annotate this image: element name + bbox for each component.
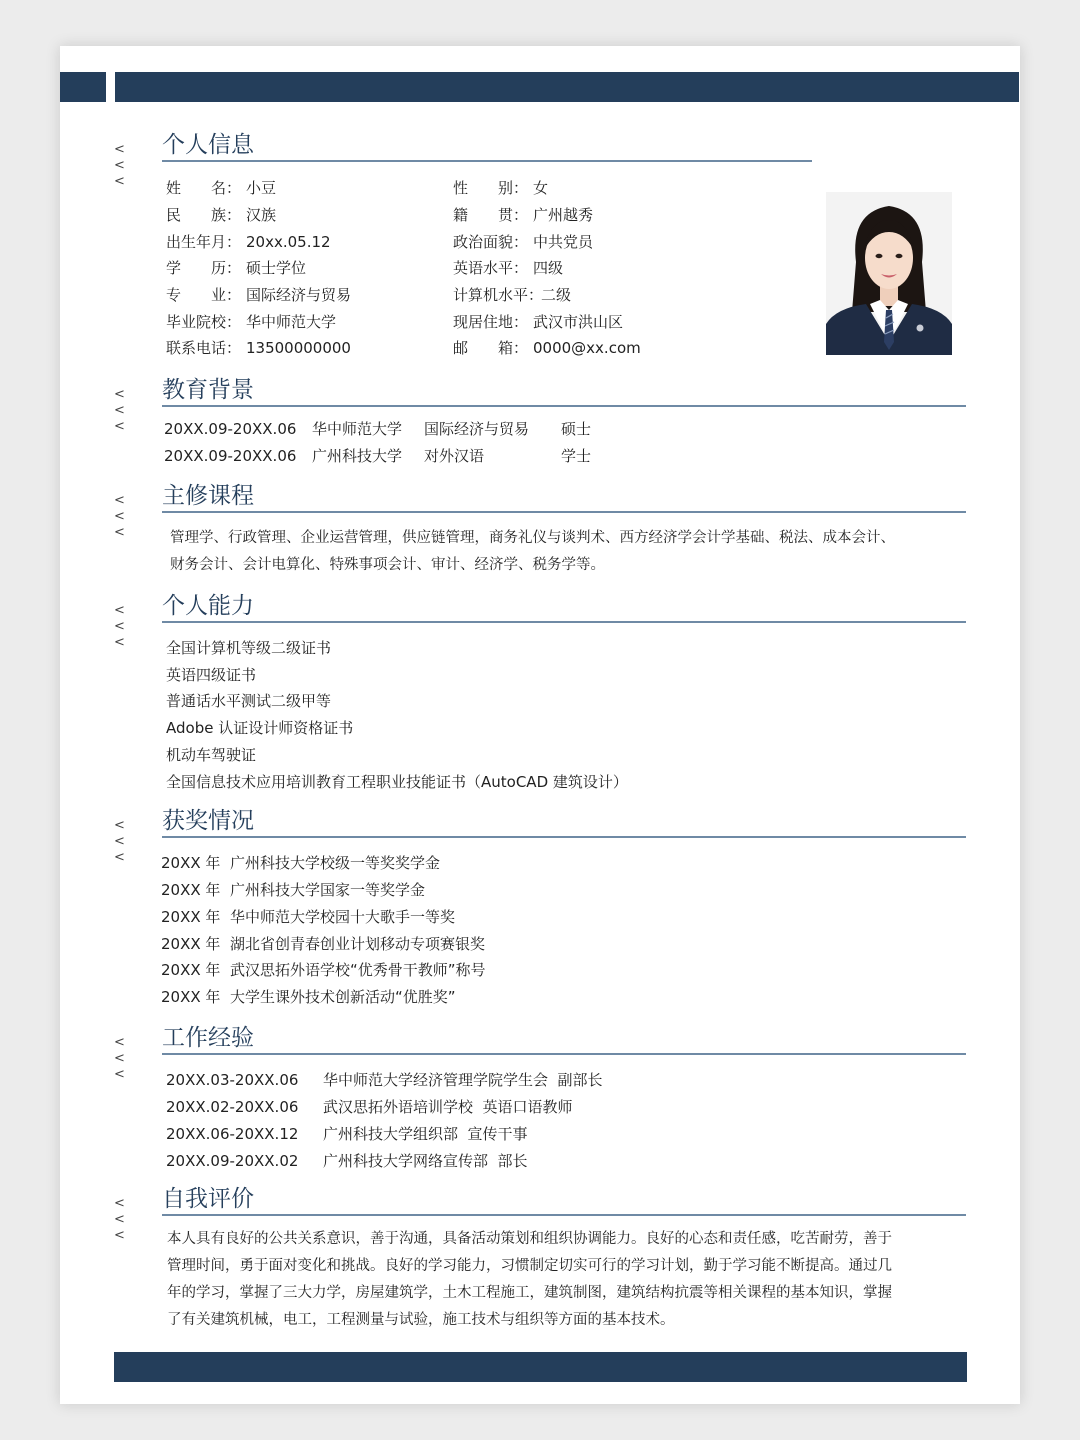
section-title: 个人能力: [162, 593, 254, 619]
section-title: 教育背景: [162, 377, 254, 403]
info-political: 政治面貌： 中共党员: [453, 233, 594, 251]
ability-item: 全国计算机等级二级证书: [166, 639, 332, 657]
section-rule: [162, 1214, 966, 1216]
section-rule: [162, 405, 966, 407]
info-english: 英语水平： 四级: [453, 259, 564, 277]
self-eval-line: 年的学习，掌握了三大力学，房屋建筑学，土木工程施工，建筑制图，建筑结构抗震等相关课程的基本知识，掌握: [167, 1285, 892, 1301]
avatar-portrait-icon: [826, 192, 952, 355]
award-item: 20XX 年 华中师范大学校园十大歌手一等奖: [161, 908, 455, 926]
ability-item: 普通话水平测试二级甲等: [166, 692, 332, 710]
resume-page: [60, 46, 1020, 1404]
header-bar: [115, 72, 1019, 102]
ability-item: Adobe 认证设计师资格证书: [166, 719, 354, 737]
courses-text-line: 财务会计、会计电算化、特殊事项会计、审计、经济学、税务学等。: [170, 557, 605, 573]
info-hometown: 籍 贯： 广州越秀: [453, 206, 594, 224]
chevron-icon: < < <: [114, 1035, 127, 1082]
education-row: 20XX.09-20XX.06 广州科技大学 对外汉语 学士: [164, 447, 592, 465]
profile-photo: [826, 192, 952, 355]
chevron-icon: < < <: [114, 142, 127, 189]
section-title: 自我评价: [162, 1186, 254, 1212]
chevron-icon: < < <: [114, 387, 127, 434]
info-phone: 联系电话： 13500000000: [166, 339, 351, 357]
self-eval-line: 管理时间，勇于面对变化和挑战。良好的学习能力，习惯制定切实可行的学习计划，勤于学习能不断提高。通过几: [167, 1258, 892, 1274]
courses-text-line: 管理学、行政管理、企业运营管理，供应链管理，商务礼仪与谈判术、西方经济学会计学基础、税法、成本会计、: [170, 530, 895, 546]
work-row: 20XX.03-20XX.06 华中师范大学经济管理学院学生会 副部长: [166, 1071, 603, 1089]
section-title: 个人信息: [162, 132, 254, 158]
info-school: 毕业院校： 华中师范大学: [166, 313, 337, 331]
info-gender: 性 别： 女: [453, 179, 549, 197]
section-title: 工作经验: [162, 1025, 254, 1051]
award-item: 20XX 年 大学生课外技术创新活动“优胜奖”: [161, 988, 456, 1006]
footer-bar: [114, 1352, 967, 1382]
ability-item: 英语四级证书: [166, 666, 257, 684]
chevron-icon: < < <: [114, 818, 127, 865]
section-rule: [162, 160, 812, 162]
section-rule: [162, 621, 966, 623]
info-residence: 现居住地： 武汉市洪山区: [453, 313, 624, 331]
info-birth: 出生年月： 20xx.05.12: [166, 233, 331, 251]
info-major: 专 业： 国际经济与贸易: [166, 286, 352, 304]
section-rule: [162, 511, 966, 513]
work-row: 20XX.06-20XX.12 广州科技大学组织部 宣传干事: [166, 1125, 528, 1143]
header-accent-block: [60, 72, 106, 102]
info-computer: 计算机水平：二级: [453, 286, 572, 304]
self-eval-line: 本人具有良好的公共关系意识，善于沟通，具备活动策划和组织协调能力。良好的心态和责任感，吃苦耐劳，善于: [167, 1231, 892, 1247]
info-degree: 学 历： 硕士学位: [166, 259, 307, 277]
section-rule: [162, 836, 966, 838]
award-item: 20XX 年 广州科技大学国家一等奖学金: [161, 881, 425, 899]
chevron-icon: < < <: [114, 493, 127, 540]
ability-item: 机动车驾驶证: [166, 746, 257, 764]
education-row: 20XX.09-20XX.06 华中师范大学 国际经济与贸易 硕士: [164, 420, 592, 438]
self-eval-line: 了有关建筑机械，电工，工程测量与试验，施工技术与组织等方面的基本技术。: [167, 1312, 675, 1328]
ability-item: 全国信息技术应用培训教育工程职业技能证书（AutoCAD 建筑设计）: [166, 773, 628, 791]
section-rule: [162, 1053, 966, 1055]
info-ethnicity: 民 族： 汉族: [166, 206, 277, 224]
info-email: 邮 箱： 0000@xx.com: [453, 339, 641, 357]
chevron-icon: < < <: [114, 603, 127, 650]
section-title: 主修课程: [162, 483, 254, 509]
award-item: 20XX 年 湖北省创青春创业计划移动专项赛银奖: [161, 935, 485, 953]
work-row: 20XX.02-20XX.06 武汉思拓外语培训学校 英语口语教师: [166, 1098, 573, 1116]
award-item: 20XX 年 广州科技大学校级一等奖奖学金: [161, 854, 440, 872]
work-row: 20XX.09-20XX.02 广州科技大学网络宣传部 部长: [166, 1152, 528, 1170]
info-name: 姓 名： 小豆: [166, 179, 277, 197]
chevron-icon: < < <: [114, 1196, 127, 1243]
section-title: 获奖情况: [162, 808, 254, 834]
award-item: 20XX 年 武汉思拓外语学校“优秀骨干教师”称号: [161, 961, 486, 979]
